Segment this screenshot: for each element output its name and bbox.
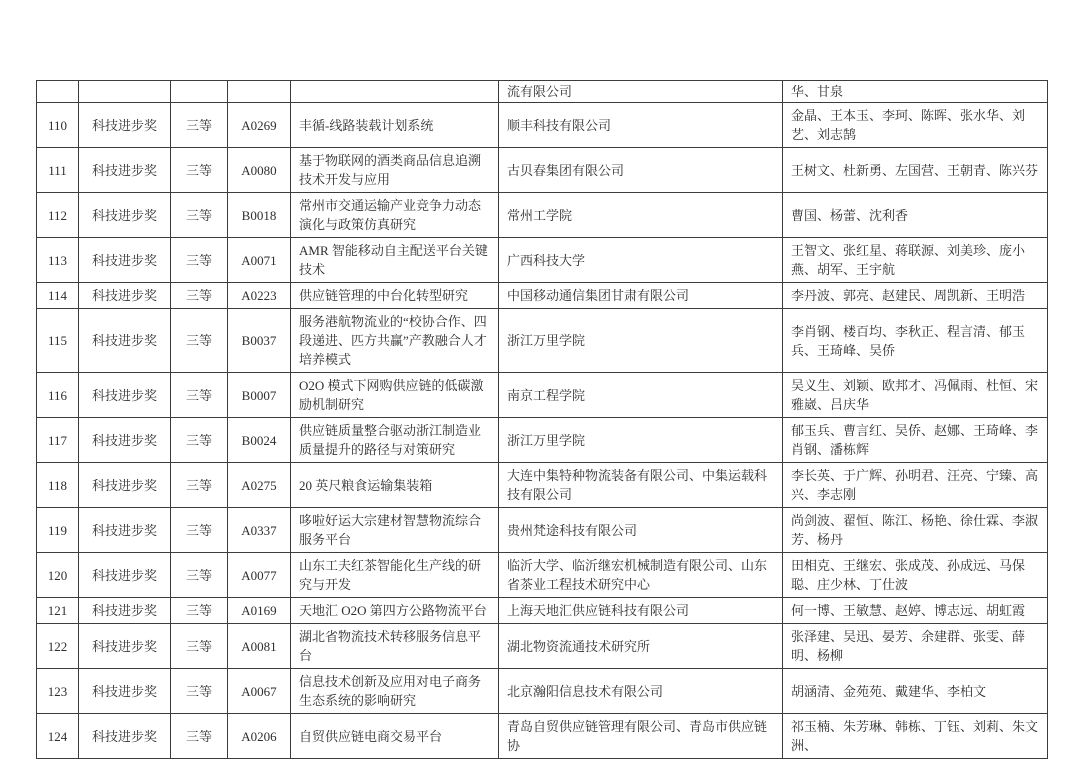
cell-number: 123 <box>37 669 79 714</box>
cell-title: 供应链管理的中台化转型研究 <box>291 283 499 309</box>
cell-grade: 三等 <box>171 553 228 598</box>
cell-organization: 北京瀚阳信息技术有限公司 <box>499 669 783 714</box>
cell-code: A0223 <box>228 283 291 309</box>
cell-people: 曹国、杨蕾、沈利香 <box>783 193 1048 238</box>
cell-organization: 中国移动通信集团甘肃有限公司 <box>499 283 783 309</box>
cell-award: 科技进步奖 <box>79 103 171 148</box>
cell-organization: 流有限公司 <box>499 81 783 103</box>
cell-grade: 三等 <box>171 148 228 193</box>
cell-organization: 临沂大学、临沂继宏机械制造有限公司、山东省茶业工程技术研究中心 <box>499 553 783 598</box>
table-row <box>37 714 1048 759</box>
cell-grade: 三等 <box>171 238 228 283</box>
cell-award: 科技进步奖 <box>79 714 171 759</box>
cell-people: 华、甘泉 <box>783 81 1048 103</box>
cell-code: A0067 <box>228 669 291 714</box>
cell-people: 张泽建、吴迅、晏芳、余建群、张雯、薛明、杨柳 <box>783 624 1048 669</box>
table-row <box>37 103 1048 148</box>
awards-table <box>36 80 1048 759</box>
cell-number: 113 <box>37 238 79 283</box>
cell-code: B0024 <box>228 418 291 463</box>
table-row <box>37 553 1048 598</box>
cell-title: 服务港航物流业的“校协合作、四段递进、匹方共赢”产教融合人才培养模式 <box>291 309 499 373</box>
cell-people: 尚剑波、翟恒、陈江、杨艳、徐仕霖、李淑芳、杨丹 <box>783 508 1048 553</box>
table-row <box>37 598 1048 624</box>
cell-people: 金晶、王本玉、李珂、陈晖、张水华、刘艺、刘志鹄 <box>783 103 1048 148</box>
cell-grade: 三等 <box>171 508 228 553</box>
cell-people: 王智文、张红星、蒋联源、刘美珍、庞小燕、胡军、王宇航 <box>783 238 1048 283</box>
cell-people: 何一博、王敏慧、赵婷、博志远、胡虹霞 <box>783 598 1048 624</box>
cell-number: 124 <box>37 714 79 759</box>
cell-people: 郁玉兵、曹言红、吴侨、赵娜、王琦峰、李肖钢、潘栋辉 <box>783 418 1048 463</box>
cell-grade: 三等 <box>171 283 228 309</box>
cell-number: 111 <box>37 148 79 193</box>
cell-grade: 三等 <box>171 193 228 238</box>
cell-award: 科技进步奖 <box>79 669 171 714</box>
cell-award: 科技进步奖 <box>79 553 171 598</box>
cell-people: 吴义生、刘颖、欧邦才、冯佩雨、杜恒、宋雅崴、吕庆华 <box>783 373 1048 418</box>
awards-table-body <box>37 81 1048 759</box>
cell-title: O2O 模式下网购供应链的低碳激励机制研究 <box>291 373 499 418</box>
cell-title: 湖北省物流技术转移服务信息平台 <box>291 624 499 669</box>
table-row <box>37 373 1048 418</box>
cell-number: 121 <box>37 598 79 624</box>
table-row <box>37 193 1048 238</box>
cell-award: 科技进步奖 <box>79 598 171 624</box>
cell-grade: 三等 <box>171 669 228 714</box>
cell-code: A0080 <box>228 148 291 193</box>
cell-code: A0269 <box>228 103 291 148</box>
cell-code: A0081 <box>228 624 291 669</box>
cell-award: 科技进步奖 <box>79 373 171 418</box>
cell-code: A0275 <box>228 463 291 508</box>
cell-code: B0007 <box>228 373 291 418</box>
table-row <box>37 624 1048 669</box>
table-row <box>37 148 1048 193</box>
cell-organization: 广西科技大学 <box>499 238 783 283</box>
cell-people: 田相克、王继宏、张成茂、孙成远、马保聪、庄少林、丁仕波 <box>783 553 1048 598</box>
cell-title: 供应链质量整合驱动浙江制造业质量提升的路径与对策研究 <box>291 418 499 463</box>
cell-grade: 三等 <box>171 373 228 418</box>
table-row <box>37 283 1048 309</box>
cell-code: B0037 <box>228 309 291 373</box>
cell-grade <box>171 81 228 103</box>
cell-grade: 三等 <box>171 309 228 373</box>
cell-code: A0071 <box>228 238 291 283</box>
table-row <box>37 669 1048 714</box>
cell-grade: 三等 <box>171 103 228 148</box>
cell-grade: 三等 <box>171 714 228 759</box>
cell-organization: 上海天地汇供应链科技有限公司 <box>499 598 783 624</box>
cell-code: A0206 <box>228 714 291 759</box>
cell-organization: 大连中集特种物流装备有限公司、中集运载科技有限公司 <box>499 463 783 508</box>
cell-organization: 常州工学院 <box>499 193 783 238</box>
cell-number: 117 <box>37 418 79 463</box>
cell-people: 李长英、于广辉、孙明君、汪亮、宁臻、高兴、李志刚 <box>783 463 1048 508</box>
cell-code: A0337 <box>228 508 291 553</box>
cell-title: 天地汇 O2O 第四方公路物流平台 <box>291 598 499 624</box>
cell-organization: 贵州梵途科技有限公司 <box>499 508 783 553</box>
cell-award: 科技进步奖 <box>79 238 171 283</box>
cell-organization: 顺丰科技有限公司 <box>499 103 783 148</box>
cell-title: 信息技术创新及应用对电子商务生态系统的影响研究 <box>291 669 499 714</box>
cell-number: 116 <box>37 373 79 418</box>
cell-people: 李肖钢、楼百均、李秋正、程言清、郁玉兵、王琦峰、吴侨 <box>783 309 1048 373</box>
cell-award: 科技进步奖 <box>79 463 171 508</box>
cell-award <box>79 81 171 103</box>
cell-title: 基于物联网的酒类商品信息追溯技术开发与应用 <box>291 148 499 193</box>
table-row <box>37 309 1048 373</box>
cell-grade: 三等 <box>171 624 228 669</box>
cell-grade: 三等 <box>171 418 228 463</box>
cell-award: 科技进步奖 <box>79 193 171 238</box>
table-row <box>37 418 1048 463</box>
cell-award: 科技进步奖 <box>79 148 171 193</box>
cell-people: 胡涵清、金苑苑、戴建华、李柏文 <box>783 669 1048 714</box>
cell-award: 科技进步奖 <box>79 418 171 463</box>
table-row <box>37 508 1048 553</box>
cell-organization: 湖北物资流通技术研究所 <box>499 624 783 669</box>
cell-code: B0018 <box>228 193 291 238</box>
cell-organization: 青岛自贸供应链管理有限公司、青岛市供应链协 <box>499 714 783 759</box>
cell-people: 李丹波、郭亮、赵建民、周凯新、王明浩 <box>783 283 1048 309</box>
cell-number: 120 <box>37 553 79 598</box>
cell-number <box>37 81 79 103</box>
cell-grade: 三等 <box>171 463 228 508</box>
cell-number: 112 <box>37 193 79 238</box>
cell-number: 115 <box>37 309 79 373</box>
cell-number: 119 <box>37 508 79 553</box>
cell-title: AMR 智能移动自主配送平台关键技术 <box>291 238 499 283</box>
cell-people: 王树文、杜新勇、左国营、王朝青、陈兴芬 <box>783 148 1048 193</box>
cell-organization: 浙江万里学院 <box>499 418 783 463</box>
table-row <box>37 463 1048 508</box>
cell-code: A0169 <box>228 598 291 624</box>
cell-organization: 南京工程学院 <box>499 373 783 418</box>
cell-number: 122 <box>37 624 79 669</box>
cell-number: 118 <box>37 463 79 508</box>
cell-code: A0077 <box>228 553 291 598</box>
cell-people: 祁玉楠、朱芳琳、韩栋、丁钰、刘莉、朱文洲、 <box>783 714 1048 759</box>
cell-title: 常州市交通运输产业竞争力动态演化与政策仿真研究 <box>291 193 499 238</box>
cell-title <box>291 81 499 103</box>
cell-code <box>228 81 291 103</box>
table-row-partial <box>37 81 1048 103</box>
cell-organization: 古贝春集团有限公司 <box>499 148 783 193</box>
cell-award: 科技进步奖 <box>79 624 171 669</box>
cell-title: 20 英尺粮食运输集装箱 <box>291 463 499 508</box>
cell-title: 丰循-线路装载计划系统 <box>291 103 499 148</box>
cell-title: 自贸供应链电商交易平台 <box>291 714 499 759</box>
cell-number: 114 <box>37 283 79 309</box>
cell-award: 科技进步奖 <box>79 508 171 553</box>
table-row <box>37 238 1048 283</box>
cell-title: 哆啦好运大宗建材智慧物流综合服务平台 <box>291 508 499 553</box>
cell-organization: 浙江万里学院 <box>499 309 783 373</box>
cell-title: 山东工夫红茶智能化生产线的研究与开发 <box>291 553 499 598</box>
cell-grade: 三等 <box>171 598 228 624</box>
cell-award: 科技进步奖 <box>79 309 171 373</box>
cell-number: 110 <box>37 103 79 148</box>
cell-award: 科技进步奖 <box>79 283 171 309</box>
